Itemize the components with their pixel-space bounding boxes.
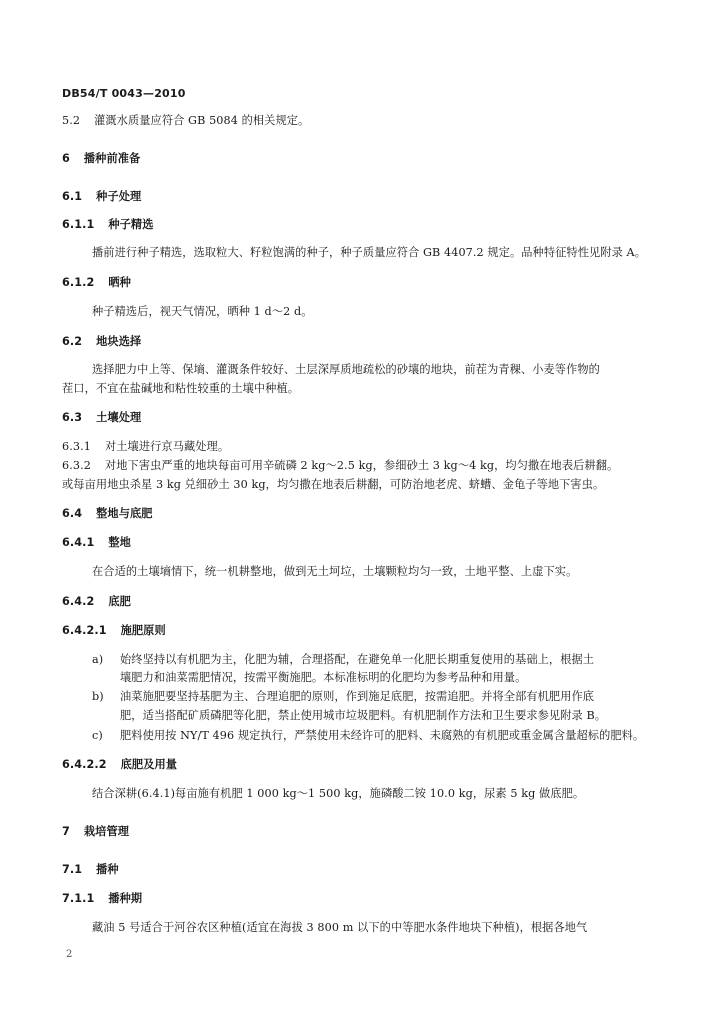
clause-6-3-2-continued: 或每亩用地虫杀星 3 kg 兑细砂土 30 kg，均匀撒在地表后耕翻，可防治地老虎、蛴螬、金龟子等地下害虫。: [62, 478, 605, 491]
section-heading-7-1-1: [62, 892, 142, 906]
section-heading-6-1: [62, 190, 141, 204]
paragraph-6-4-2-2: 结合深耕(6.4.1)每亩施有机肥 1 000 kg～1 500 kg，施磷酸二铵 10.0 kg，尿素 5 kg 做底肥。: [92, 787, 585, 800]
section-title: 施肥原则: [120, 624, 166, 637]
section-heading-6-4-2-2: [62, 758, 177, 772]
section-title: 土壤处理: [96, 411, 142, 424]
section-heading-6-4-2: [62, 595, 131, 609]
section-title: 地块选择: [96, 335, 142, 348]
paragraph-6-4-1: 在合适的土壤墒情下，统一机耕整地，做到无土坷垃，土壤颗粒均匀一致，土地平整、上虚下实。: [92, 565, 578, 578]
list-item-a-line-1: 始终坚持以有机肥为主，化肥为辅，合理搭配，在避免单一化肥长期重复使用的基础上，根据土: [120, 653, 595, 666]
section-title: 底肥及用量: [120, 758, 178, 771]
section-number: 6.1: [62, 190, 83, 203]
paragraph-6-1-1: 播前进行种子精选，选取粒大、籽粒饱满的种子，种子质量应符合 GB 4407.2 规定。品种特征特性见附录 A。: [92, 246, 646, 259]
page-number: 2: [66, 949, 73, 960]
section-number: 6.4.1: [62, 536, 95, 549]
section-heading-6-4-2-1: [62, 624, 166, 638]
section-number: 6.2: [62, 335, 83, 348]
section-number: 6.4.2.2: [62, 758, 107, 771]
section-heading-7-1: [62, 863, 119, 877]
section-heading-6-2: [62, 335, 141, 349]
section-title: 整地与底肥: [96, 507, 153, 520]
list-item-a-line-2: 壤肥力和油菜需肥情况，按需平衡施肥。本标准标明的化肥均为参考品种和用量。: [120, 671, 527, 684]
section-heading-6-3: [62, 411, 141, 425]
list-item-c-marker: c): [92, 729, 103, 742]
paragraph-6-2-line-2: 茬口，不宜在盐碱地和粘性较重的土壤中种植。: [62, 382, 300, 395]
paragraph-6-2-line-1: 选择肥力中上等、保墒、灌溉条件较好、土层深厚质地疏松的砂壤的地块，前茬为青稞、小麦等作物的: [92, 363, 600, 376]
section-heading-6-4: [62, 507, 153, 521]
section-title: 种子精选: [108, 218, 154, 231]
section-title: 整地: [108, 536, 131, 549]
section-number: 6.1.2: [62, 276, 95, 289]
section-heading-6-1-1: [62, 218, 154, 232]
clause-5-2: [62, 114, 309, 128]
paragraph-6-1-2: 种子精选后，视天气情况，晒种 1 d～2 d。: [92, 305, 313, 318]
clause-6-3-1: [62, 440, 229, 454]
paragraph-7-1-1: 藏油 5 号适合于河谷农区种植(适宜在海拔 3 800 m 以下的中等肥水条件地块下种植)，根据各地气: [92, 921, 588, 934]
section-heading-6-1-2: [62, 276, 131, 290]
section-title: 栽培管理: [83, 825, 130, 838]
clause-6-3-2: [62, 459, 618, 473]
list-item-b-marker: b): [92, 690, 104, 703]
section-heading-6: [62, 152, 140, 166]
list-item-c-line-1: 肥料使用按 NY/T 496 规定执行，严禁使用未经许可的肥料、未腐熟的有机肥或重金属含量超标的肥料。: [120, 729, 645, 742]
section-heading-7: [62, 825, 129, 839]
section-number: 6: [62, 152, 70, 165]
section-number: 6.4.2: [62, 595, 95, 608]
section-title: 底肥: [108, 595, 131, 608]
section-number: 6.4: [62, 507, 83, 520]
list-item-b-line-1: 油菜施肥要坚持基肥为主、合理追肥的原则，作到施足底肥，按需追肥。并将全部有机肥用作底: [120, 690, 595, 703]
standard-code-header: DB54/T 0043—2010: [62, 87, 186, 100]
section-title: 种子处理: [96, 190, 142, 203]
section-number: 6.4.2.1: [62, 624, 107, 637]
section-title: 播种前准备: [83, 152, 141, 165]
clause-number: 6.3.1: [62, 440, 91, 453]
section-title: 播种期: [108, 892, 143, 905]
section-number: 6.3: [62, 411, 83, 424]
section-heading-6-4-1: [62, 536, 131, 550]
section-title: 晒种: [108, 276, 131, 289]
section-number: 7: [62, 825, 70, 838]
clause-text: 对地下害虫严重的地块每亩可用辛硫磷 2 kg～2.5 kg，参细砂土 3 kg～4 kg，均匀撒在地表后耕翻。: [104, 459, 619, 472]
list-item-a-marker: a): [92, 653, 104, 666]
section-number: 7.1: [62, 863, 83, 876]
clause-number: 6.3.2: [62, 459, 91, 472]
section-number: 6.1.1: [62, 218, 95, 231]
section-number: 7.1.1: [62, 892, 95, 905]
clause-text: 对土壤进行京马藏处理。: [104, 440, 230, 453]
list-item-b-line-2: 肥，适当搭配矿质磷肥等化肥，禁止使用城市垃圾肥料。有机肥制作方法和卫生要求参见附录 B。: [120, 709, 607, 722]
clause-number: 5.2: [62, 114, 81, 127]
clause-text: 灌溉水质量应符合 GB 5084 的相关规定。: [94, 114, 310, 127]
section-title: 播种: [96, 863, 119, 876]
